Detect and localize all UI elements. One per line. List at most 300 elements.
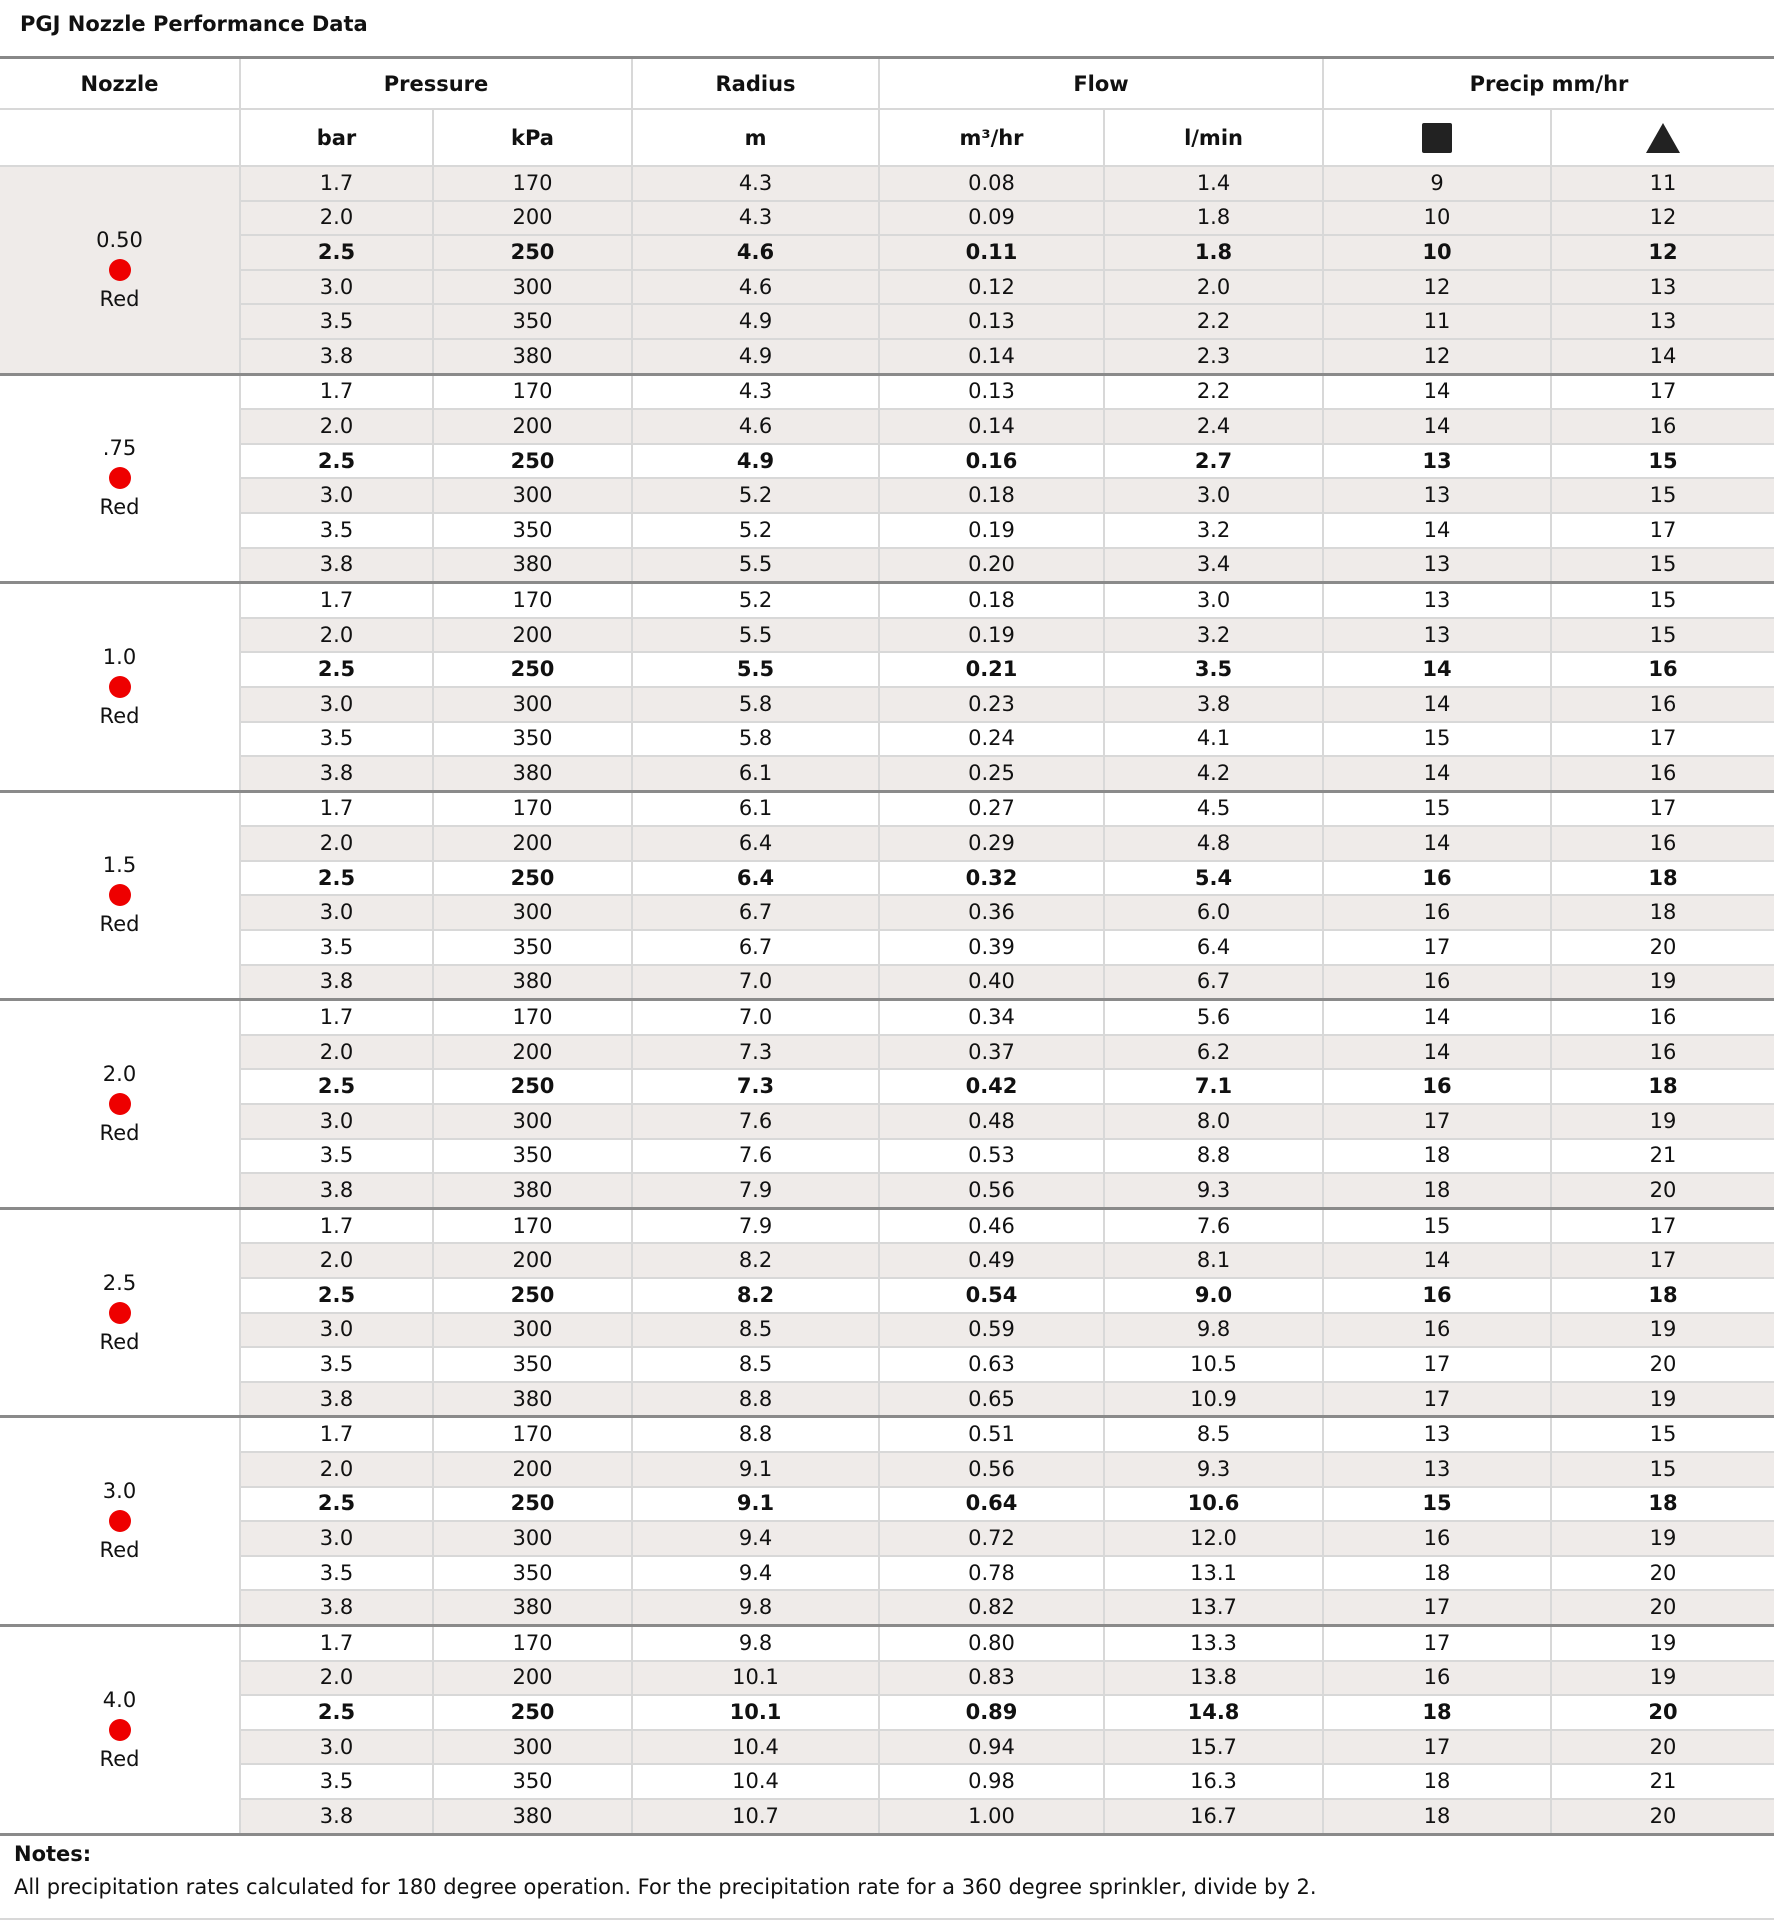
cell-precip-square: 13 [1323,1417,1551,1452]
nozzle-color: Red [99,1121,140,1146]
table-row [0,1313,1774,1348]
cell-flow-m3hr: 0.56 [879,1173,1104,1208]
cell-radius: 7.9 [632,1208,879,1243]
cell-flow-lmin: 5.4 [1104,861,1323,896]
cell-flow-m3hr: 0.14 [879,409,1104,444]
cell-precip-square: 11 [1323,304,1551,339]
cell-radius: 10.1 [632,1695,879,1730]
cell-precip-triangle: 16 [1551,687,1774,722]
cell-flow-lmin: 10.9 [1104,1382,1323,1417]
cell-flow-lmin: 4.5 [1104,791,1323,826]
cell-bar: 2.5 [240,444,433,479]
cell-flow-lmin: 14.8 [1104,1695,1323,1730]
cell-radius: 6.1 [632,791,879,826]
cell-radius: 6.7 [632,895,879,930]
nozzle-color-dot-icon [109,1510,131,1532]
cell-precip-square: 15 [1323,1208,1551,1243]
cell-flow-m3hr: 0.25 [879,756,1104,791]
cell-flow-lmin: 7.1 [1104,1069,1323,1104]
cell-precip-triangle: 19 [1551,965,1774,1000]
cell-flow-m3hr: 0.80 [879,1625,1104,1660]
cell-bar: 3.5 [240,1139,433,1174]
cell-precip-triangle: 20 [1551,1695,1774,1730]
cell-precip-square: 14 [1323,826,1551,861]
cell-flow-lmin: 8.5 [1104,1417,1323,1452]
cell-precip-square: 18 [1323,1556,1551,1591]
cell-flow-m3hr: 0.13 [879,304,1104,339]
cell-precip-square: 17 [1323,1347,1551,1382]
cell-flow-m3hr: 0.18 [879,478,1104,513]
cell-precip-square: 14 [1323,1035,1551,1070]
cell-precip-triangle: 21 [1551,1139,1774,1174]
cell-precip-triangle: 17 [1551,722,1774,757]
cell-bar: 2.0 [240,618,433,653]
cell-flow-lmin: 15.7 [1104,1730,1323,1765]
table-row [0,166,1774,201]
nozzle-cell [0,583,240,792]
cell-radius: 9.8 [632,1590,879,1625]
cell-kpa: 250 [433,861,632,896]
cell-precip-triangle: 16 [1551,409,1774,444]
cell-precip-square: 14 [1323,374,1551,409]
column-header-bar: bar [240,109,433,166]
cell-kpa: 200 [433,826,632,861]
cell-bar: 2.0 [240,826,433,861]
cell-precip-triangle: 14 [1551,339,1774,374]
table-row [0,1764,1774,1799]
table-row [0,1208,1774,1243]
cell-radius: 4.9 [632,444,879,479]
cell-flow-lmin: 1.8 [1104,235,1323,270]
cell-bar: 2.5 [240,861,433,896]
cell-bar: 3.0 [240,895,433,930]
cell-radius: 5.8 [632,687,879,722]
cell-flow-lmin: 3.2 [1104,618,1323,653]
cell-kpa: 200 [433,1035,632,1070]
cell-flow-lmin: 4.8 [1104,826,1323,861]
cell-radius: 5.2 [632,513,879,548]
cell-precip-triangle: 20 [1551,1347,1774,1382]
cell-kpa: 300 [433,895,632,930]
table-row [0,235,1774,270]
table-row [0,1695,1774,1730]
cell-flow-m3hr: 0.64 [879,1487,1104,1522]
cell-bar: 1.7 [240,166,433,201]
cell-flow-lmin: 2.0 [1104,270,1323,305]
cell-bar: 2.5 [240,1487,433,1522]
nozzle-size: 1.5 [102,853,137,878]
cell-kpa: 350 [433,304,632,339]
cell-radius: 4.3 [632,374,879,409]
cell-precip-square: 15 [1323,791,1551,826]
table-row [0,444,1774,479]
cell-kpa: 250 [433,444,632,479]
cell-precip-triangle: 12 [1551,235,1774,270]
cell-bar: 3.5 [240,930,433,965]
cell-flow-lmin: 6.0 [1104,895,1323,930]
cell-kpa: 170 [433,1208,632,1243]
cell-flow-m3hr: 0.08 [879,166,1104,201]
cell-flow-lmin: 3.8 [1104,687,1323,722]
cell-bar: 3.8 [240,965,433,1000]
cell-flow-m3hr: 0.18 [879,583,1104,618]
nozzle-size: 0.50 [96,227,143,252]
cell-kpa: 170 [433,1417,632,1452]
cell-precip-triangle: 16 [1551,1000,1774,1035]
cell-radius: 7.3 [632,1035,879,1070]
cell-kpa: 380 [433,1382,632,1417]
table-row [0,687,1774,722]
nozzle-color: Red [99,1538,140,1563]
table-row [0,652,1774,687]
cell-radius: 7.0 [632,965,879,1000]
table-row [0,895,1774,930]
cell-bar: 2.0 [240,201,433,236]
cell-flow-lmin: 13.1 [1104,1556,1323,1591]
cell-flow-m3hr: 0.23 [879,687,1104,722]
cell-precip-square: 13 [1323,478,1551,513]
cell-precip-square: 16 [1323,1521,1551,1556]
cell-bar: 3.0 [240,1313,433,1348]
cell-precip-triangle: 15 [1551,618,1774,653]
cell-flow-m3hr: 0.13 [879,374,1104,409]
table-row [0,826,1774,861]
cell-precip-square: 14 [1323,513,1551,548]
nozzle-cell [0,166,240,374]
table-row [0,1104,1774,1139]
notes-divider [0,1918,1774,1920]
cell-flow-m3hr: 0.16 [879,444,1104,479]
cell-precip-triangle: 16 [1551,826,1774,861]
cell-flow-m3hr: 0.82 [879,1590,1104,1625]
cell-flow-m3hr: 0.46 [879,1208,1104,1243]
cell-flow-lmin: 8.8 [1104,1139,1323,1174]
cell-precip-square: 18 [1323,1695,1551,1730]
cell-flow-m3hr: 0.27 [879,791,1104,826]
nozzle-color-dot-icon [109,1719,131,1741]
cell-bar: 2.5 [240,652,433,687]
cell-radius: 10.4 [632,1764,879,1799]
column-header-square-spacing [1323,109,1551,166]
cell-precip-square: 17 [1323,1104,1551,1139]
cell-flow-lmin: 1.4 [1104,166,1323,201]
nozzle-color: Red [99,1329,140,1354]
cell-precip-square: 18 [1323,1764,1551,1799]
cell-flow-m3hr: 0.83 [879,1661,1104,1696]
cell-bar: 2.0 [240,1243,433,1278]
cell-kpa: 350 [433,1556,632,1591]
cell-flow-lmin: 4.2 [1104,756,1323,791]
cell-precip-triangle: 16 [1551,756,1774,791]
cell-precip-triangle: 15 [1551,1417,1774,1452]
column-header-precip: Precip mm/hr [1323,58,1774,110]
table-row [0,1799,1774,1834]
table-row [0,548,1774,583]
cell-precip-square: 16 [1323,965,1551,1000]
cell-radius: 4.3 [632,201,879,236]
cell-flow-lmin: 16.3 [1104,1764,1323,1799]
cell-precip-triangle: 17 [1551,374,1774,409]
square-spacing-icon [1422,123,1452,153]
cell-precip-square: 13 [1323,548,1551,583]
nozzle-cell [0,1000,240,1209]
cell-kpa: 250 [433,1069,632,1104]
cell-bar: 2.5 [240,1069,433,1104]
table-row [0,1590,1774,1625]
cell-radius: 8.5 [632,1313,879,1348]
cell-kpa: 380 [433,1799,632,1834]
cell-flow-lmin: 12.0 [1104,1521,1323,1556]
cell-flow-m3hr: 0.09 [879,201,1104,236]
cell-kpa: 350 [433,1139,632,1174]
cell-flow-m3hr: 0.34 [879,1000,1104,1035]
table-row [0,1139,1774,1174]
cell-kpa: 200 [433,1661,632,1696]
cell-precip-square: 17 [1323,1730,1551,1765]
table-row [0,965,1774,1000]
cell-flow-lmin: 8.1 [1104,1243,1323,1278]
table-row [0,1452,1774,1487]
cell-precip-square: 18 [1323,1139,1551,1174]
table-row [0,1661,1774,1696]
cell-kpa: 300 [433,1521,632,1556]
cell-precip-triangle: 18 [1551,1069,1774,1104]
cell-precip-triangle: 16 [1551,1035,1774,1070]
cell-flow-lmin: 9.0 [1104,1278,1323,1313]
cell-bar: 2.5 [240,1695,433,1730]
cell-precip-triangle: 12 [1551,201,1774,236]
table-row [0,1069,1774,1104]
cell-radius: 9.8 [632,1625,879,1660]
cell-flow-m3hr: 0.12 [879,270,1104,305]
cell-flow-lmin: 9.8 [1104,1313,1323,1348]
cell-kpa: 300 [433,270,632,305]
table-row [0,201,1774,236]
cell-precip-triangle: 19 [1551,1104,1774,1139]
cell-flow-lmin: 10.5 [1104,1347,1323,1382]
cell-flow-m3hr: 0.53 [879,1139,1104,1174]
cell-kpa: 300 [433,687,632,722]
nozzle-color: Red [99,286,140,311]
cell-flow-m3hr: 0.89 [879,1695,1104,1730]
cell-radius: 7.9 [632,1173,879,1208]
cell-radius: 7.3 [632,1069,879,1104]
cell-bar: 3.0 [240,1104,433,1139]
cell-flow-lmin: 7.6 [1104,1208,1323,1243]
cell-precip-triangle: 18 [1551,1278,1774,1313]
nozzle-color-dot-icon [109,467,131,489]
cell-flow-m3hr: 0.19 [879,513,1104,548]
cell-precip-triangle: 18 [1551,1487,1774,1522]
cell-precip-triangle: 19 [1551,1313,1774,1348]
cell-radius: 4.9 [632,339,879,374]
column-header-flow: Flow [879,58,1323,110]
nozzle-size: 2.0 [102,1062,137,1087]
cell-precip-square: 13 [1323,1452,1551,1487]
cell-precip-triangle: 17 [1551,513,1774,548]
cell-flow-m3hr: 0.98 [879,1764,1104,1799]
cell-radius: 4.6 [632,409,879,444]
nozzle-cell [0,1417,240,1626]
cell-kpa: 170 [433,166,632,201]
nozzle-size: 2.5 [102,1270,137,1295]
cell-kpa: 200 [433,618,632,653]
table-row [0,1347,1774,1382]
table-row [0,304,1774,339]
table-row [0,1278,1774,1313]
cell-kpa: 380 [433,1590,632,1625]
table-row [0,409,1774,444]
cell-radius: 6.4 [632,861,879,896]
cell-radius: 8.2 [632,1243,879,1278]
cell-flow-m3hr: 0.63 [879,1347,1104,1382]
cell-precip-triangle: 17 [1551,1208,1774,1243]
cell-radius: 7.0 [632,1000,879,1035]
triangle-spacing-icon [1646,123,1680,153]
cell-kpa: 350 [433,513,632,548]
table-row [0,1521,1774,1556]
cell-precip-triangle: 20 [1551,1556,1774,1591]
cell-flow-lmin: 3.5 [1104,652,1323,687]
cell-precip-square: 9 [1323,166,1551,201]
cell-flow-m3hr: 0.21 [879,652,1104,687]
cell-bar: 3.0 [240,478,433,513]
cell-kpa: 350 [433,1347,632,1382]
cell-kpa: 380 [433,965,632,1000]
cell-precip-square: 14 [1323,409,1551,444]
cell-flow-lmin: 2.2 [1104,374,1323,409]
table-row [0,861,1774,896]
cell-kpa: 300 [433,1104,632,1139]
cell-kpa: 300 [433,478,632,513]
cell-bar: 3.8 [240,548,433,583]
cell-flow-lmin: 5.6 [1104,1000,1323,1035]
cell-radius: 9.4 [632,1556,879,1591]
cell-bar: 3.0 [240,1730,433,1765]
cell-precip-triangle: 20 [1551,1799,1774,1834]
cell-kpa: 350 [433,722,632,757]
column-header-m: m [632,109,879,166]
cell-flow-m3hr: 0.54 [879,1278,1104,1313]
cell-bar: 3.8 [240,339,433,374]
table-row [0,1035,1774,1070]
cell-kpa: 170 [433,583,632,618]
cell-precip-square: 10 [1323,235,1551,270]
cell-flow-m3hr: 0.56 [879,1452,1104,1487]
cell-bar: 2.0 [240,1452,433,1487]
cell-bar: 3.0 [240,1521,433,1556]
cell-precip-square: 16 [1323,1069,1551,1104]
cell-radius: 10.1 [632,1661,879,1696]
cell-precip-triangle: 11 [1551,166,1774,201]
nozzle-color: Red [99,495,140,520]
cell-flow-m3hr: 0.78 [879,1556,1104,1591]
column-header-nozzle: Nozzle [0,58,240,110]
cell-flow-m3hr: 0.59 [879,1313,1104,1348]
cell-flow-lmin: 9.3 [1104,1452,1323,1487]
cell-precip-triangle: 17 [1551,791,1774,826]
cell-kpa: 170 [433,1625,632,1660]
cell-flow-m3hr: 0.48 [879,1104,1104,1139]
cell-precip-square: 14 [1323,1243,1551,1278]
cell-precip-triangle: 18 [1551,861,1774,896]
cell-precip-square: 14 [1323,1000,1551,1035]
column-header-kpa: kPa [433,109,632,166]
cell-flow-m3hr: 0.14 [879,339,1104,374]
cell-flow-lmin: 1.8 [1104,201,1323,236]
cell-precip-square: 13 [1323,618,1551,653]
cell-radius: 5.5 [632,548,879,583]
cell-bar: 3.5 [240,1347,433,1382]
cell-bar: 3.8 [240,1173,433,1208]
nozzle-size: 4.0 [102,1687,137,1712]
cell-bar: 1.7 [240,1000,433,1035]
cell-bar: 3.0 [240,687,433,722]
cell-precip-square: 16 [1323,1661,1551,1696]
cell-radius: 5.5 [632,618,879,653]
cell-flow-m3hr: 0.94 [879,1730,1104,1765]
cell-flow-lmin: 6.4 [1104,930,1323,965]
nozzle-cell [0,1625,240,1834]
cell-precip-triangle: 20 [1551,930,1774,965]
cell-precip-triangle: 13 [1551,304,1774,339]
cell-flow-lmin: 8.0 [1104,1104,1323,1139]
cell-kpa: 200 [433,201,632,236]
cell-bar: 1.7 [240,1625,433,1660]
cell-precip-triangle: 20 [1551,1730,1774,1765]
table-row [0,374,1774,409]
cell-flow-lmin: 3.4 [1104,548,1323,583]
cell-bar: 3.5 [240,1556,433,1591]
column-header-pressure: Pressure [240,58,632,110]
cell-flow-lmin: 2.2 [1104,304,1323,339]
notes-heading: Notes: [14,1842,92,1866]
cell-kpa: 350 [433,1764,632,1799]
cell-kpa: 200 [433,409,632,444]
cell-flow-m3hr: 0.36 [879,895,1104,930]
cell-flow-m3hr: 0.39 [879,930,1104,965]
cell-precip-square: 18 [1323,1799,1551,1834]
cell-kpa: 170 [433,1000,632,1035]
nozzle-color-dot-icon [109,1302,131,1324]
cell-flow-lmin: 2.4 [1104,409,1323,444]
cell-precip-triangle: 19 [1551,1382,1774,1417]
nozzle-color: Red [99,912,140,937]
cell-precip-square: 13 [1323,583,1551,618]
cell-kpa: 250 [433,652,632,687]
cell-kpa: 250 [433,235,632,270]
cell-precip-square: 15 [1323,722,1551,757]
nozzle-size: 1.0 [102,644,137,669]
cell-bar: 3.8 [240,1382,433,1417]
column-header-radius: Radius [632,58,879,110]
cell-bar: 2.0 [240,409,433,444]
cell-kpa: 250 [433,1278,632,1313]
cell-precip-square: 16 [1323,1313,1551,1348]
nozzle-color: Red [99,703,140,728]
cell-precip-triangle: 15 [1551,548,1774,583]
cell-bar: 3.5 [240,722,433,757]
cell-bar: 3.5 [240,304,433,339]
cell-bar: 2.0 [240,1035,433,1070]
cell-flow-lmin: 2.3 [1104,339,1323,374]
cell-precip-triangle: 13 [1551,270,1774,305]
cell-flow-lmin: 4.1 [1104,722,1323,757]
cell-flow-lmin: 3.0 [1104,583,1323,618]
table-row [0,618,1774,653]
table-row [0,513,1774,548]
cell-precip-triangle: 15 [1551,583,1774,618]
